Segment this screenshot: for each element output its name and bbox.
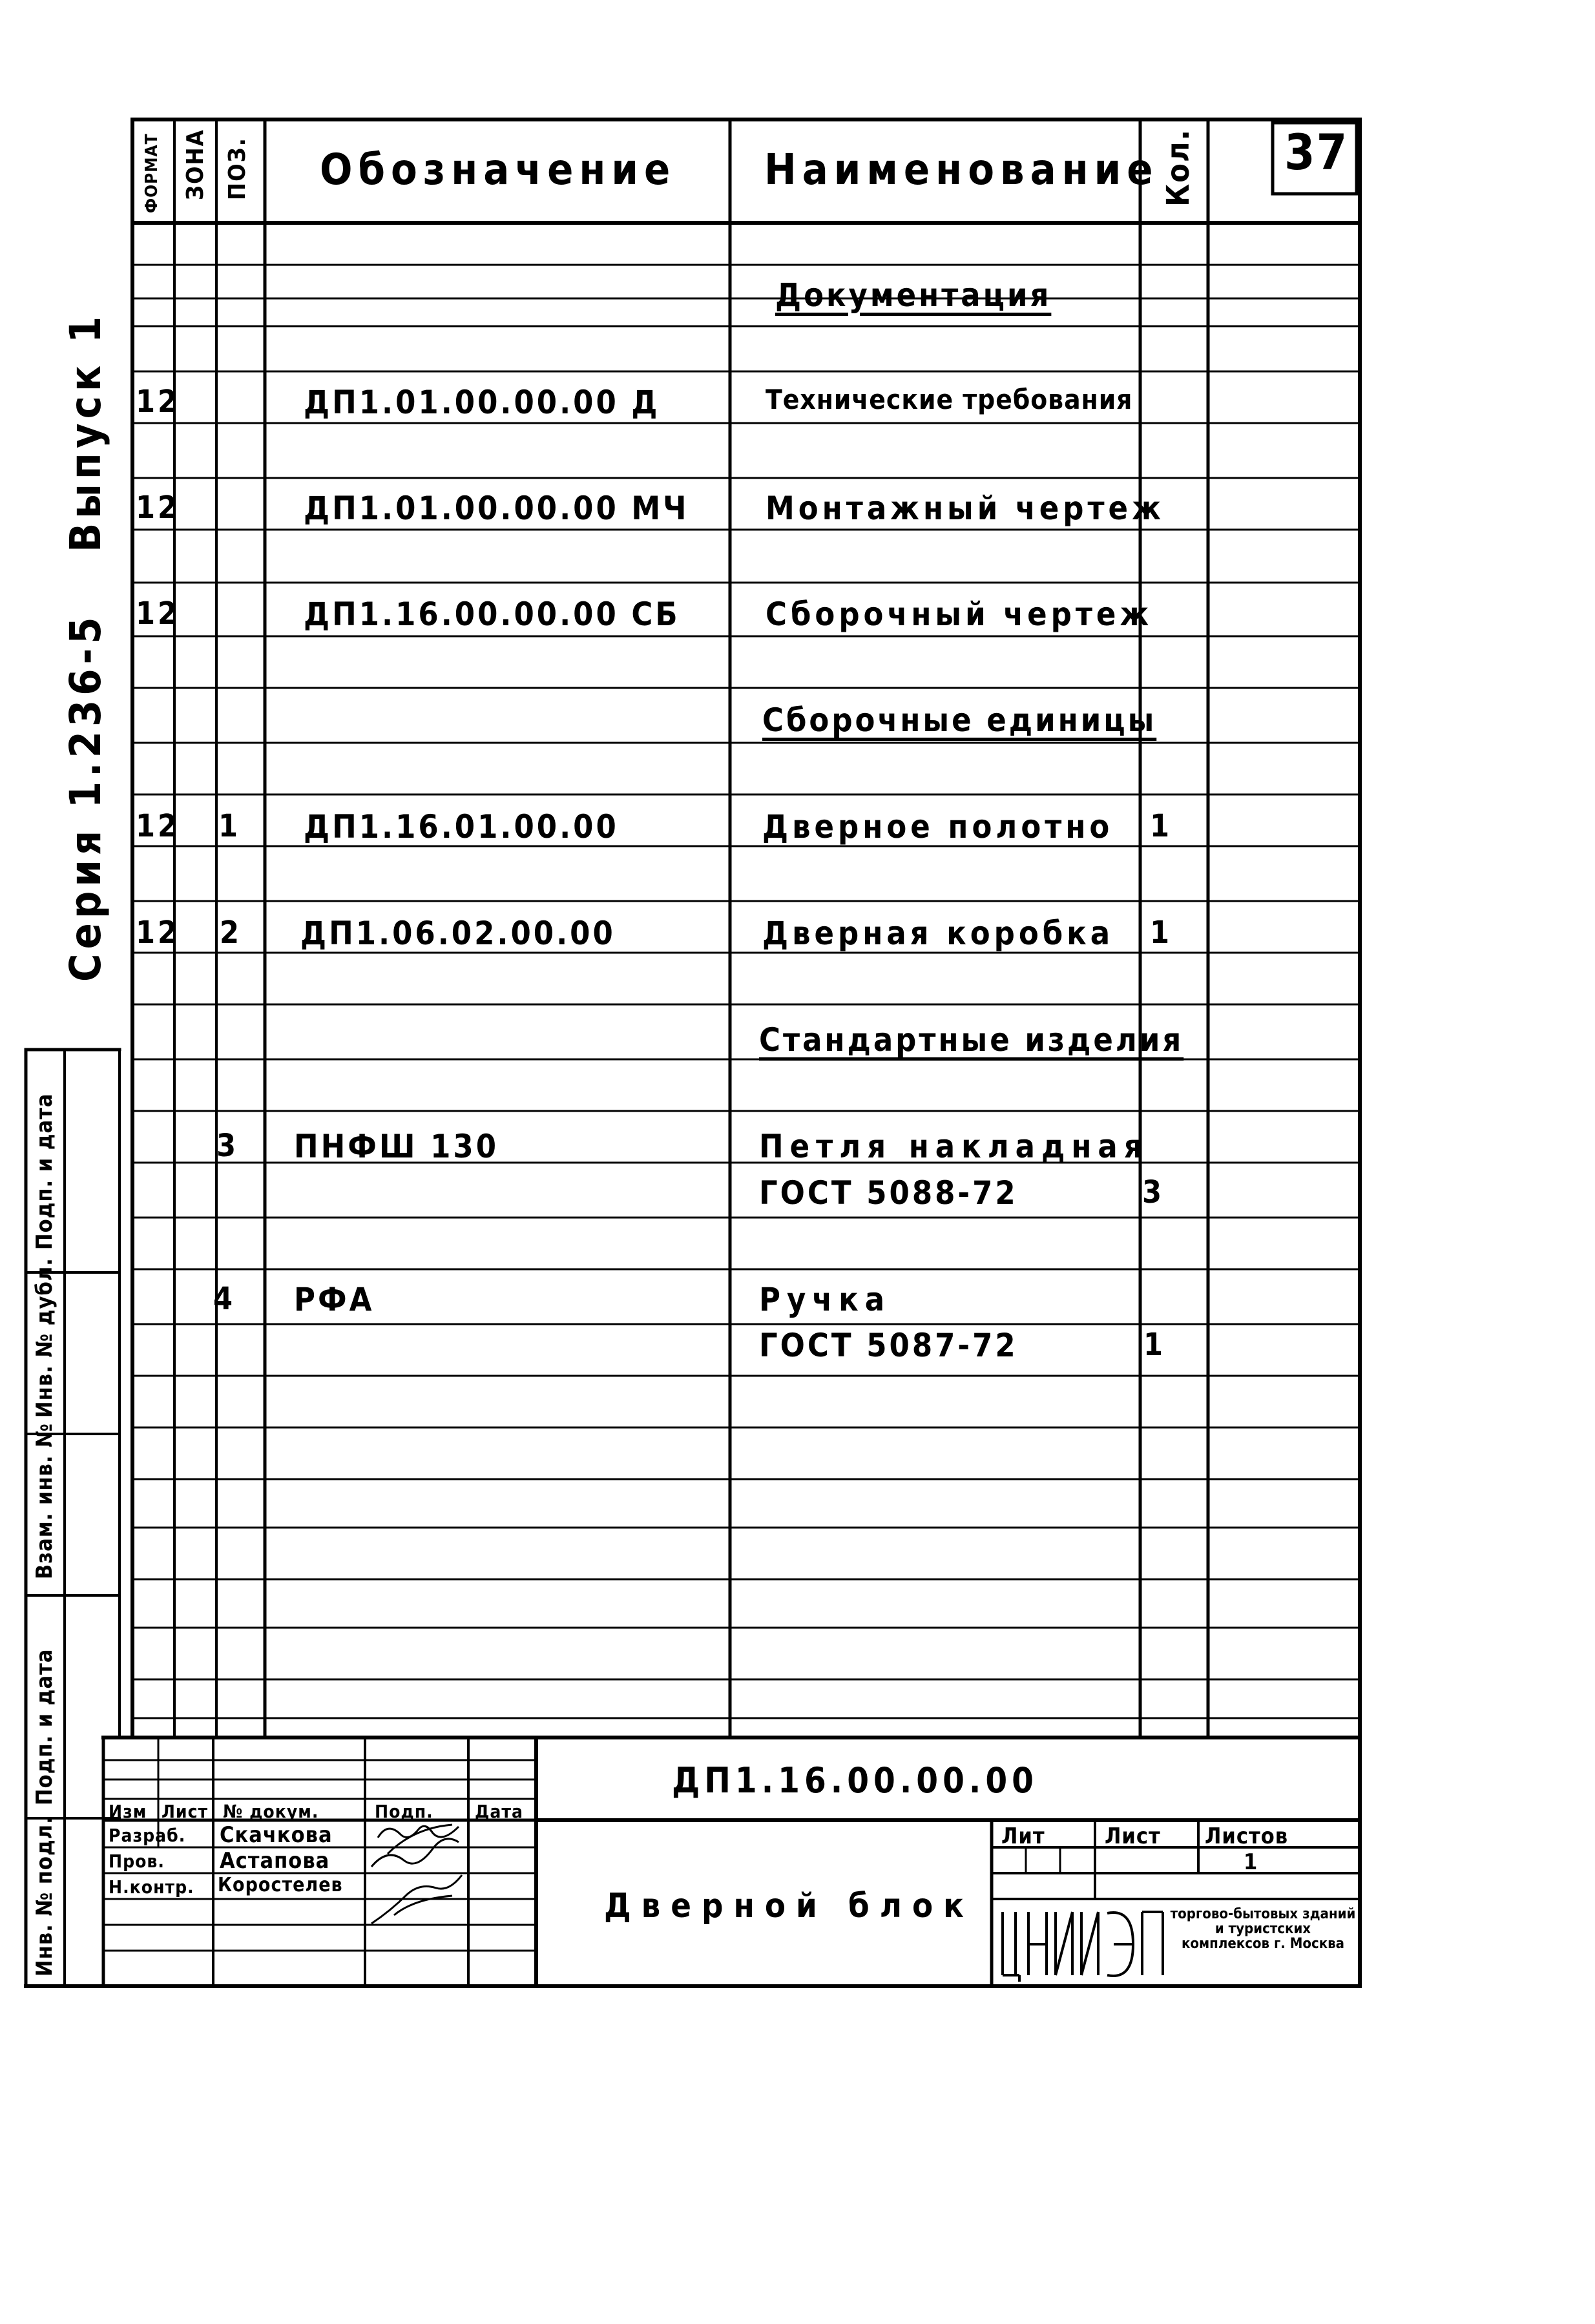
sheets-value: 1 <box>1244 1849 1258 1875</box>
row-designation: ДП1.06.02.00.00 <box>300 915 616 952</box>
row-name: Петля накладная <box>759 1128 1149 1165</box>
sheet-number: 37 <box>1284 123 1349 181</box>
header-qty: Кол. <box>1160 128 1196 207</box>
developer-name: Скачкова <box>220 1822 333 1848</box>
product-name: Дверной блок <box>604 1887 974 1925</box>
stamp-podp-data-2: Подп. и дата <box>32 1648 57 1805</box>
col-izm: Изм <box>109 1801 147 1822</box>
col-signature: Подп. <box>375 1801 433 1822</box>
row-format: 12 <box>136 596 180 632</box>
row-format: 12 <box>136 915 180 951</box>
section-documentation: Документация <box>775 276 1052 314</box>
header-name: Наименование <box>764 145 1159 194</box>
row-designation: РФА <box>294 1281 375 1318</box>
series-label: Серия 1.236-5 <box>61 612 110 982</box>
row-pos: 3 <box>216 1128 239 1164</box>
row-qty: 1 <box>1150 915 1173 951</box>
stamp-vzam-inv: Взам. инв. № <box>32 1423 57 1579</box>
norm-control-name: Коростелев <box>218 1874 343 1896</box>
signature-developer <box>378 1826 459 1838</box>
row-pos: 4 <box>213 1281 236 1317</box>
signature-checker <box>371 1825 459 1867</box>
row-designation: ДП1.16.00.00.00 СБ <box>304 596 680 633</box>
col-list: Лист <box>162 1801 209 1822</box>
row-designation: ПНФШ 130 <box>294 1128 499 1165</box>
signature-norm <box>371 1875 462 1924</box>
header-designation: Обозначение <box>320 145 676 194</box>
row-pos: 1 <box>218 808 241 844</box>
stamp-inv-podl: Инв. № подл. <box>32 1816 57 1976</box>
row-name: Сборочный чертеж <box>766 596 1153 633</box>
row-designation: ДП1.16.01.00.00 <box>304 808 619 846</box>
norm-control-role: Н.контр. <box>109 1876 194 1898</box>
row-name: Ручка <box>759 1281 891 1318</box>
issue-label: Выпуск 1 <box>61 311 110 552</box>
row-format: 12 <box>136 384 180 420</box>
row-designation: ДП1.01.00.00.00 Д <box>304 384 660 421</box>
section-assembly-units: Сборочные единицы <box>762 701 1157 739</box>
col-doc-number: № докум. <box>223 1801 319 1822</box>
developer-role: Разраб. <box>109 1825 186 1846</box>
row-name: Дверное полотно <box>762 808 1114 846</box>
header-pos: ПОЗ. <box>224 137 251 200</box>
row-qty: 1 <box>1150 808 1173 844</box>
checker-role: Пров. <box>109 1851 165 1872</box>
stamp-inv-dubl: Инв. № дубл. <box>32 1258 57 1418</box>
sheet-label: Лист <box>1105 1823 1161 1849</box>
row-format: 12 <box>136 490 180 526</box>
header-format: ФОРМАТ <box>142 133 162 213</box>
section-standard-items: Стандартные изделия <box>759 1021 1184 1059</box>
col-date: Дата <box>475 1801 524 1822</box>
org-logo <box>1003 1912 1163 1982</box>
organization-name: торгово-бытовых зданий и туристских комплексов г. Москва <box>1170 1906 1356 1953</box>
row-name: ГОСТ 5087-72 <box>759 1327 1018 1364</box>
row-name: Дверная коробка <box>762 915 1114 952</box>
row-name: ГОСТ 5088-72 <box>759 1174 1018 1212</box>
document-cipher: ДП1.16.00.00.00 <box>672 1760 1038 1801</box>
row-format: 12 <box>136 808 180 844</box>
row-qty: 3 <box>1142 1174 1165 1210</box>
header-zone: ЗОНА <box>182 129 209 200</box>
row-qty: 1 <box>1143 1327 1166 1363</box>
stamp-podp-data-1: Подп. и дата <box>32 1093 57 1250</box>
lit-label: Лит <box>1001 1823 1045 1849</box>
checker-name: Астапова <box>220 1848 330 1874</box>
row-pos: 2 <box>220 915 242 951</box>
row-designation: ДП1.01.00.00.00 МЧ <box>304 490 689 527</box>
row-name: Монтажный чертеж <box>766 490 1165 527</box>
sheets-label: Листов <box>1205 1823 1289 1849</box>
row-name: Технические требования <box>766 384 1133 415</box>
